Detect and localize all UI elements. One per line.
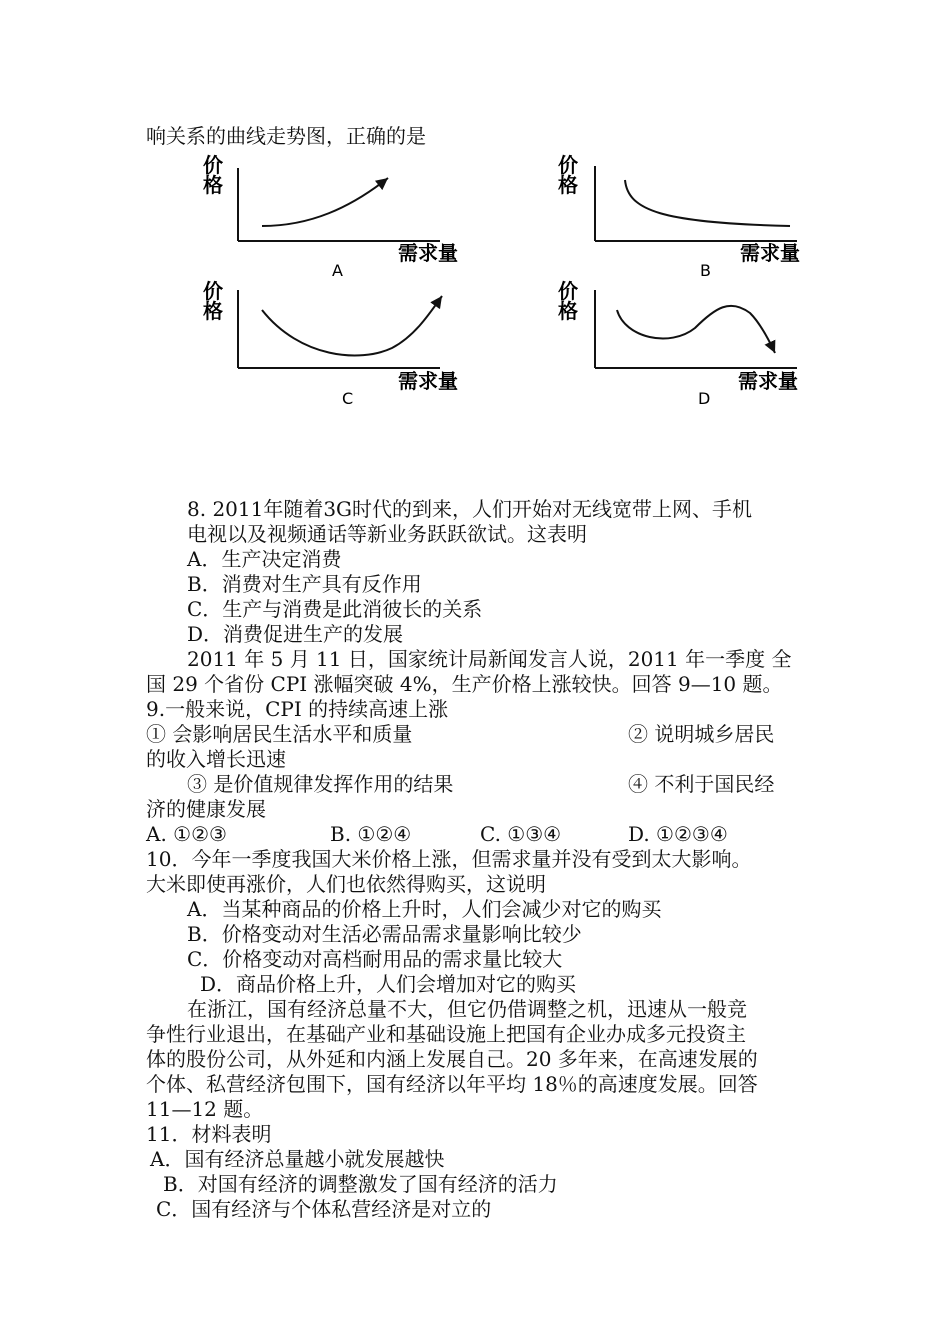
curve-c [262,296,442,356]
demand-price-graphs [0,148,950,448]
y-label-bottom: 格 [558,173,578,197]
x-label: 需求量 [740,241,800,265]
x-label: 需求量 [398,369,458,393]
curve-b [625,180,790,226]
graph-d [558,279,798,408]
q9-item2-part1: ② 说明城乡居民 [628,722,775,746]
q8-option-c: C．生产与消费是此消彼长的关系 [187,597,483,621]
q9-choice-b: B. ①②④ [330,822,412,846]
q8-option-b: B．消费对生产具有反作用 [187,572,422,596]
material1-line2: 国 29 个省份 CPI 涨幅突破 4%，生产价格上涨较快。回答 9—10 题。 [146,672,783,696]
x-label: 需求量 [738,369,798,393]
q11-option-b: B．对国有经济的调整激发了国有经济的活力 [163,1172,558,1196]
panel-label-d: D [698,389,711,408]
q10-option-c: C．价格变动对高档耐用品的需求量比较大 [187,947,563,971]
panel-label-b: B [700,261,711,280]
q10-option-b: B．价格变动对生活必需品需求量影响比较少 [187,922,582,946]
q8-stem-line2: 电视以及视频通话等新业务跃跃欲试。这表明 [187,522,587,546]
q10-option-a: A．当某种商品的价格上升时，人们会减少对它的购买 [187,897,662,921]
q9-stem: 9.一般来说，CPI 的持续高速上涨 [146,697,449,721]
x-label: 需求量 [398,241,458,265]
q10-stem-line2: 大米即使再涨价，人们也依然得购买，这说明 [146,872,546,896]
y-label-bottom: 格 [203,299,223,323]
q9-item4-part2: 济的健康发展 [146,797,266,821]
q9-item2-part2: 的收入增长迅速 [146,747,286,771]
panel-label-a: A [332,261,343,280]
intro-line: 响关系的曲线走势图，正确的是 [146,124,426,148]
q9-choice-c: C. ①③④ [480,822,562,846]
y-label-bottom: 格 [558,299,578,323]
q9-choice-a: A. ①②③ [146,822,227,846]
y-label-top: 价 [558,153,578,177]
material2-line3: 体的股份公司，从外延和内涵上发展自己。20 多年来，在高速发展的 [146,1047,758,1071]
q10-option-d: D．商品价格上升，人们会增加对它的购买 [200,972,577,996]
q8-option-a: A．生产决定消费 [187,547,342,571]
q10-stem-line1: 10．今年一季度我国大米价格上涨，但需求量并没有受到太大影响。 [146,847,752,871]
y-label-top: 价 [558,279,578,303]
q8-stem-line1: 8. 2011年随着3G时代的到来，人们开始对无线宽带上网、手机 [187,497,753,521]
q9-item3: ③ 是价值规律发挥作用的结果 [187,772,454,796]
material2-line5: 11—12 题。 [146,1097,264,1121]
material2-line2: 争性行业退出，在基础产业和基础设施上把国有企业办成多元投资主 [146,1022,746,1046]
y-label-top: 价 [203,153,223,177]
graph-b [558,153,800,280]
material1-line1: 2011 年 5 月 11 日，国家统计局新闻发言人说，2011 年一季度 全 [187,647,792,671]
curve-a [262,178,388,226]
q11-option-a: A．国有经济总量越小就发展越快 [150,1147,445,1171]
q9-item1: ① 会影响居民生活水平和质量 [146,722,413,746]
material2-line4: 个体、私营经济包围下，国有经济以年平均 18％的高速度发展。回答 [146,1072,758,1096]
graph-c [203,279,458,408]
graph-a [203,153,458,280]
panel-label-c: C [342,389,354,408]
q8-option-d: D．消费促进生产的发展 [187,622,404,646]
q9-item4-part1: ④ 不利于国民经 [628,772,775,796]
q11-stem: 11．材料表明 [146,1122,272,1146]
curve-d [617,306,775,353]
material2-line1: 在浙江，国有经济总量不大，但它仍借调整之机，迅速从一般竞 [187,997,747,1021]
q9-choice-d: D. ①②③④ [628,822,728,846]
y-label-bottom: 格 [203,173,223,197]
y-label-top: 价 [203,279,223,303]
q11-option-c: C．国有经济与个体私营经济是对立的 [156,1197,492,1221]
